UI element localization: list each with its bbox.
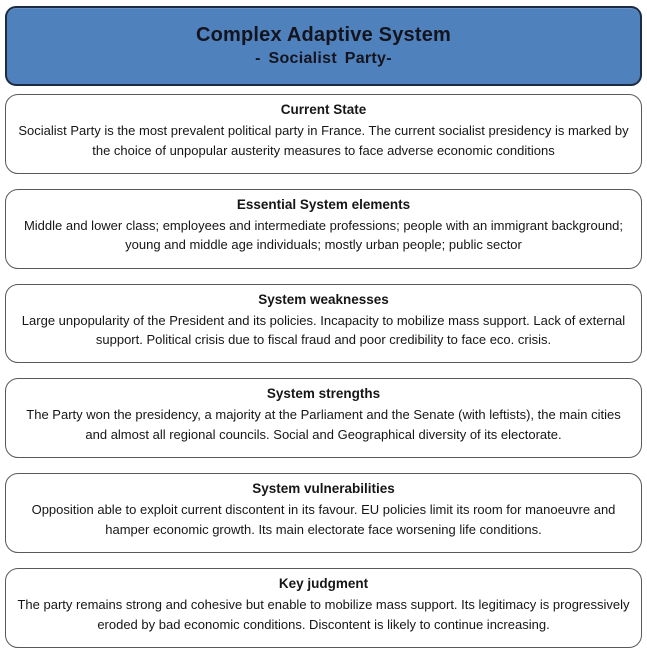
- section-body: Large unpopularity of the President and its policies. Incapacity to mobilize mass support. Lack of external support. Political crisis due to fiscal fraud and poor credibility to face eco. crisis.: [21, 312, 626, 348]
- section-vulnerabilities: [5, 473, 642, 553]
- section-body: The Party won the presidency, a majority at the Parliament and the Senate (with leftists), the main cities and almost all regional councils. Social and Geographical diversity of its electorate.: [26, 407, 621, 442]
- section-body: Opposition able to exploit current discontent in its favour. EU policies limit its room for manoeuvre and hamper economic growth. Its main electorate face worsening life conditions.: [31, 502, 616, 537]
- section-heading: Key judgment: [278, 576, 369, 592]
- section-essential-elements: [5, 189, 642, 269]
- section-body: Socialist Party is the most prevalent political party in France. The current socialist presidency is marked by the choice of unpopular austerity measures to face adverse economic conditions: [18, 123, 629, 158]
- section-heading: Essential System elements: [236, 196, 411, 212]
- section-weaknesses: [5, 284, 642, 364]
- section-key-judgment: [5, 568, 642, 648]
- section-body: The party remains strong and cohesive but enable to mobilize mass support. Its legitimacy is progressively eroded by bad economic conditions. Discontent is likely to continue increasing.: [17, 597, 630, 632]
- section-current-state: [5, 94, 642, 174]
- section-heading: System vulnerabilities: [252, 481, 395, 497]
- diagram-subtitle: - Socialist Party-: [255, 50, 392, 67]
- header-box: [5, 6, 642, 86]
- diagram-title: Complex Adaptive System: [195, 24, 452, 46]
- section-body: Middle and lower class; employees and intermediate professions; people with an immigrant background; young and middle age individuals; mostly urban people; public sector: [23, 217, 624, 253]
- section-heading: System strengths: [266, 386, 381, 402]
- section-strengths: [5, 378, 642, 458]
- section-heading: System weaknesses: [258, 291, 389, 307]
- section-heading: Current State: [280, 102, 367, 117]
